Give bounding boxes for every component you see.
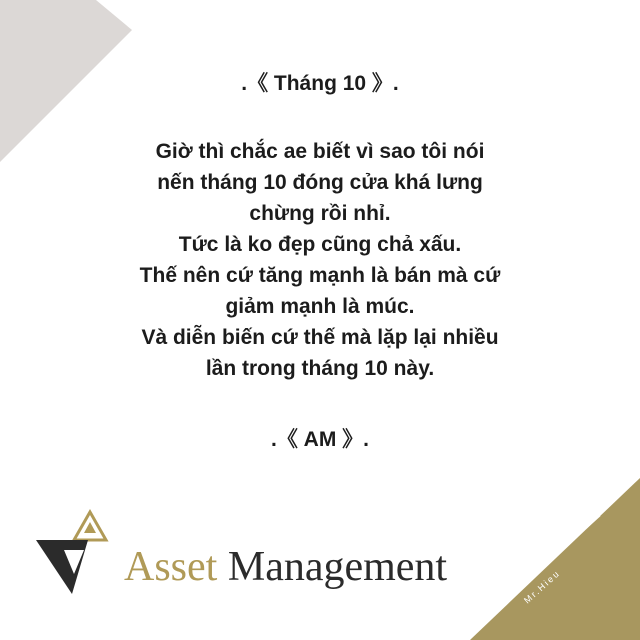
body-line: nến tháng 10 đóng cửa khá lưng [157,171,483,194]
post-body [60,136,580,384]
author-signature: Mr.Hieu [522,567,563,606]
body-line: Và diễn biến cứ thế mà lặp lại nhiều [141,326,499,349]
post-heading: .《 Tháng 10 》. [241,72,399,95]
post-footer: .《 AM 》. [271,428,369,451]
body-line: giảm mạnh là múc. [225,295,415,318]
brand-name [124,542,447,592]
body-line: lần trong tháng 10 này. [205,357,435,380]
bottom-right-gold-corner [470,478,640,640]
body-line: chừng rồi nhỉ. [249,202,391,225]
body-line: Tức là ko đẹp cũng chả xấu. [178,233,462,256]
body-line: Thế nên cứ tăng mạnh là bán mà cứ [139,264,501,287]
post-content [60,70,580,475]
asset-management-logo-icon [36,502,120,594]
brand-word-management: Management [227,544,448,590]
brand-word-asset: Asset [124,544,218,590]
body-line: Giờ thì chắc ae biết vì sao tôi nói [155,140,485,163]
